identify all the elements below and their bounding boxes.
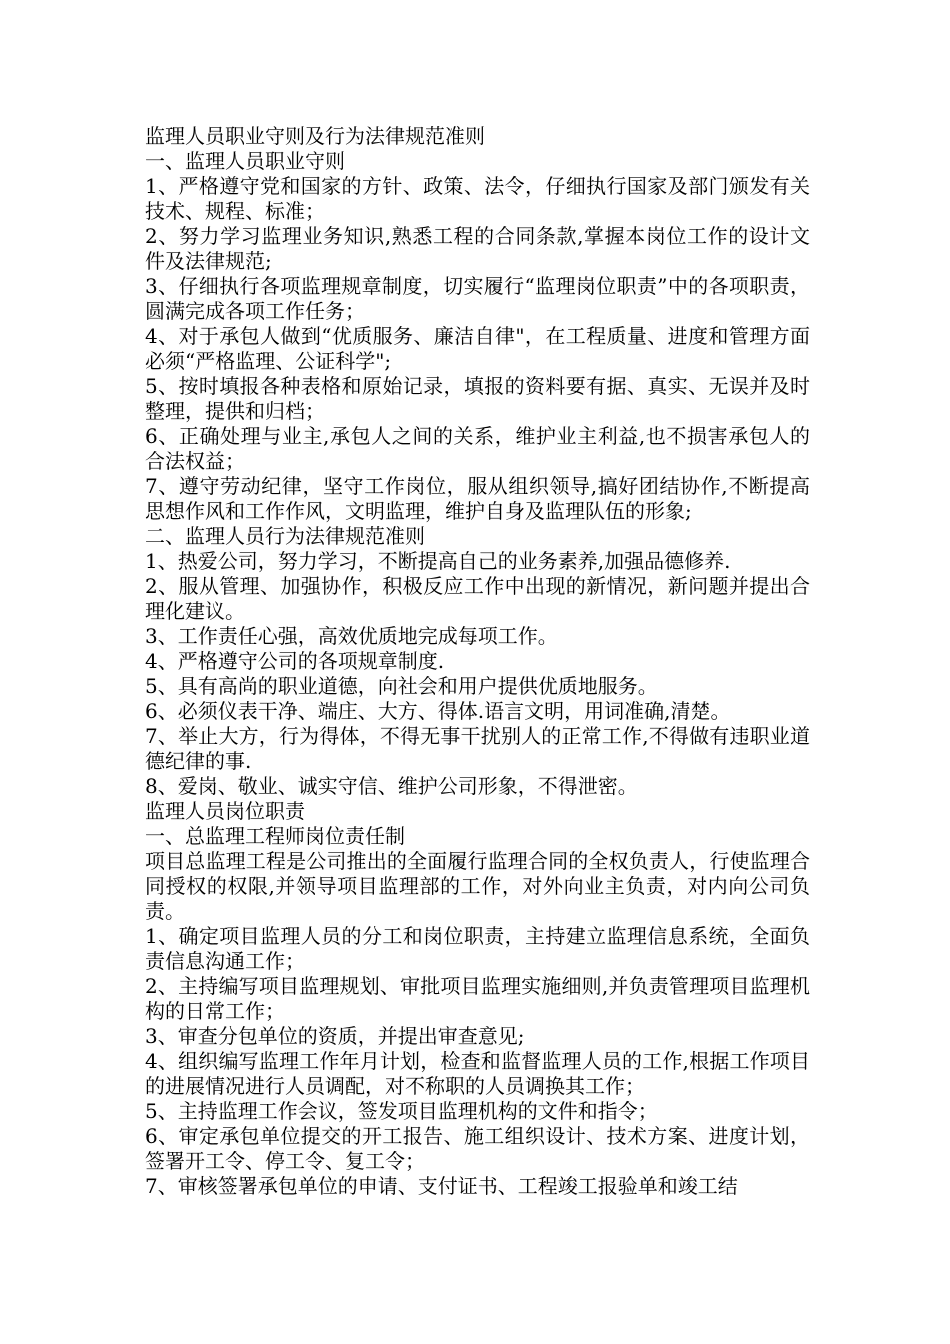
list-item: 7、审核签署承包单位的申请、支付证书、工程竣工报验单和竣工结 <box>145 1174 738 1198</box>
list-item: 1、严格遵守党和国家的方针、政策、法令，仔细执行国家及部门颁发有关技术、规程、标准； <box>145 174 810 223</box>
document-title: 监理人员职业守则及行为法律规范准则 <box>145 124 485 148</box>
list-item: 7、遵守劳动纪律，坚守工作岗位，服从组织领导,搞好团结协作,不断提高思想作风和工作作风，文明监理，维护自身及监理队伍的形象; <box>145 474 810 523</box>
chapter-heading: 监理人员岗位职责 <box>145 799 305 823</box>
list-item: 3、仔细执行各项监理规章制度，切实履行“监理岗位职责”中的各项职责，圆满完成各项工作任务； <box>145 274 810 323</box>
list-item: 7、举止大方，行为得体，不得无事干扰别人的正常工作,不得做有违职业道德纪律的事. <box>145 724 810 773</box>
document-body <box>145 124 810 1199</box>
list-item: 2、主持编写项目监理规划、审批项目监理实施细则,并负责管理项目监理机构的日常工作； <box>145 974 810 1023</box>
list-item: 6、审定承包单位提交的开工报告、施工组织设计、技术方案、进度计划，签署开工令、停工令、复工令； <box>145 1124 810 1173</box>
section-heading: 一、总监理工程师岗位责任制 <box>145 824 405 848</box>
section-heading: 一、监理人员职业守则 <box>145 149 345 173</box>
list-item: 5、按时填报各种表格和原始记录，填报的资料要有据、真实、无误并及时整理，提供和归档； <box>145 374 810 423</box>
list-item: 5、主持监理工作会议，签发项目监理机构的文件和指令； <box>145 1099 658 1123</box>
list-item: 6、正确处理与业主,承包人之间的关系，维护业主利益,也不损害承包人的合法权益； <box>145 424 810 473</box>
body-paragraph: 项目总监理工程是公司推出的全面履行监理合同的全权负责人，行使监理合同授权的权限,并领导项目监理部的工作，对外向业主负责，对内向公司负责。 <box>145 849 810 923</box>
list-item: 2、努力学习监理业务知识,熟悉工程的合同条款,掌握本岗位工作的设计文件及法律规范; <box>145 224 810 273</box>
list-item: 3、审查分包单位的资质，并提出审查意见; <box>145 1024 525 1048</box>
list-item: 4、对于承包人做到“优质服务、廉洁自律"，在工程质量、进度和管理方面必须“严格监理、公证科学"; <box>145 324 810 373</box>
list-item: 2、服从管理、加强协作，积极反应工作中出现的新情况，新问题并提出合理化建议。 <box>145 574 810 623</box>
list-item: 4、组织编写监理工作年月计划，检查和监督监理人员的工作,根据工作项目的进展情况进行人员调配，对不称职的人员调换其工作； <box>145 1049 810 1098</box>
section-heading: 二、监理人员行为法律规范准则 <box>145 524 425 548</box>
list-item: 1、确定项目监理人员的分工和岗位职责，主持建立监理信息系统，全面负责信息沟通工作； <box>145 924 810 973</box>
list-item: 1、热爱公司，努力学习，不断提高自己的业务素养,加强品德修养. <box>145 549 731 573</box>
list-item: 4、严格遵守公司的各项规章制度. <box>145 649 445 673</box>
list-item: 6、必须仪表干净、端庄、大方、得体.语言文明，用词准确,清楚。 <box>145 699 731 723</box>
list-item: 5、具有高尚的职业道德，向社会和用户提供优质地服务。 <box>145 674 658 698</box>
list-item: 3、工作责任心强，高效优质地完成每项工作。 <box>145 624 558 648</box>
list-item: 8、爱岗、敬业、诚实守信、维护公司形象，不得泄密。 <box>145 774 638 798</box>
